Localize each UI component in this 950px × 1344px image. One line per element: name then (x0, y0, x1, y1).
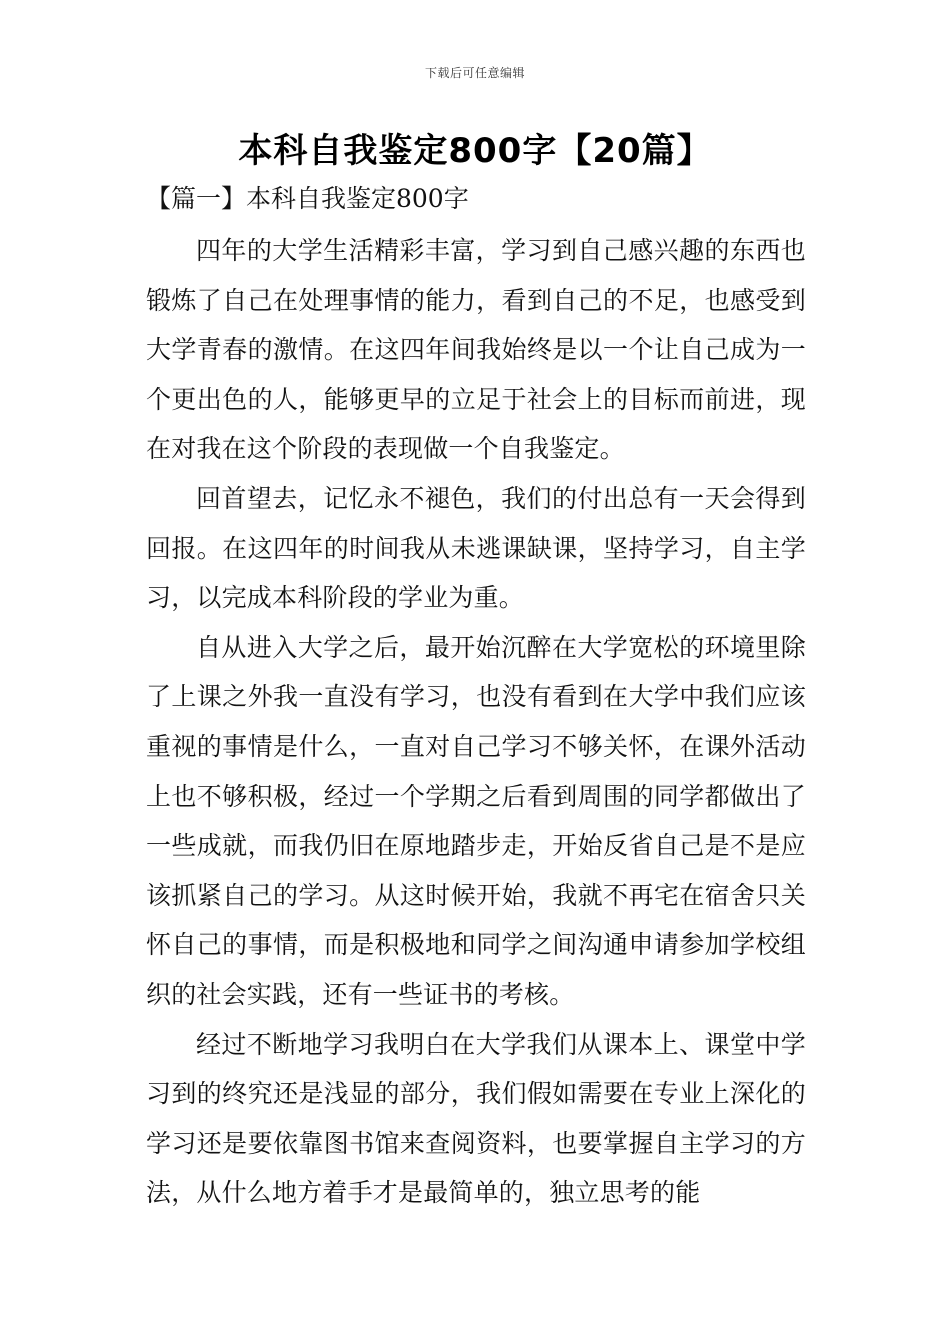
paragraph-4: 经过不断地学习我明白在大学我们从课本上、课堂中学习到的终究还是浅显的部分，我们假如需要在专业上深化的学习还是要依靠图书馆来查阅资料，也要掌握自主学习的方法，从什么地方着手才是最简单的，独立思考的能 (146, 1029, 806, 1208)
header-note: 下载后可任意编辑 (424, 66, 525, 80)
paragraph-2: 回首望去，记忆永不褪色，我们的付出总有一天会得到回报。在这四年的时间我从未逃课缺课，坚持学习，自主学习，以完成本科阶段的学业为重。 (146, 483, 806, 613)
section-heading: 【篇一】本科自我鉴定800字 (146, 184, 469, 213)
paragraph-3: 自从进入大学之后，最开始沉醉在大学宽松的环境里除了上课之外我一直没有学习，也没有看到在大学中我们应该重视的事情是什么，一直对自己学习不够关怀，在课外活动上也不够积极，经过一个学期之后看到周围的同学都做出了一些成就，而我仍旧在原地踏步走，开始反省自己是不是应该抓紧自己的学习。从这时候开始，我就不再宅在宿舍只关怀自己的事情，而是积极地和同学之间沟通申请参加学校组织的社会实践，还有一些证书的考核。 (146, 632, 806, 1009)
document-title: 本科自我鉴定800字【20篇】 (238, 131, 712, 171)
paragraph-1: 四年的大学生活精彩丰富，学习到自己感兴趣的东西也锻炼了自己在处理事情的能力，看到自己的不足，也感受到大学青春的激情。在这四年间我始终是以一个让自己成为一个更出色的人，能够更早的立足于社会上的目标而前进，现在对我在这个阶段的表现做一个自我鉴定。 (146, 236, 806, 464)
document-body (146, 226, 806, 1218)
